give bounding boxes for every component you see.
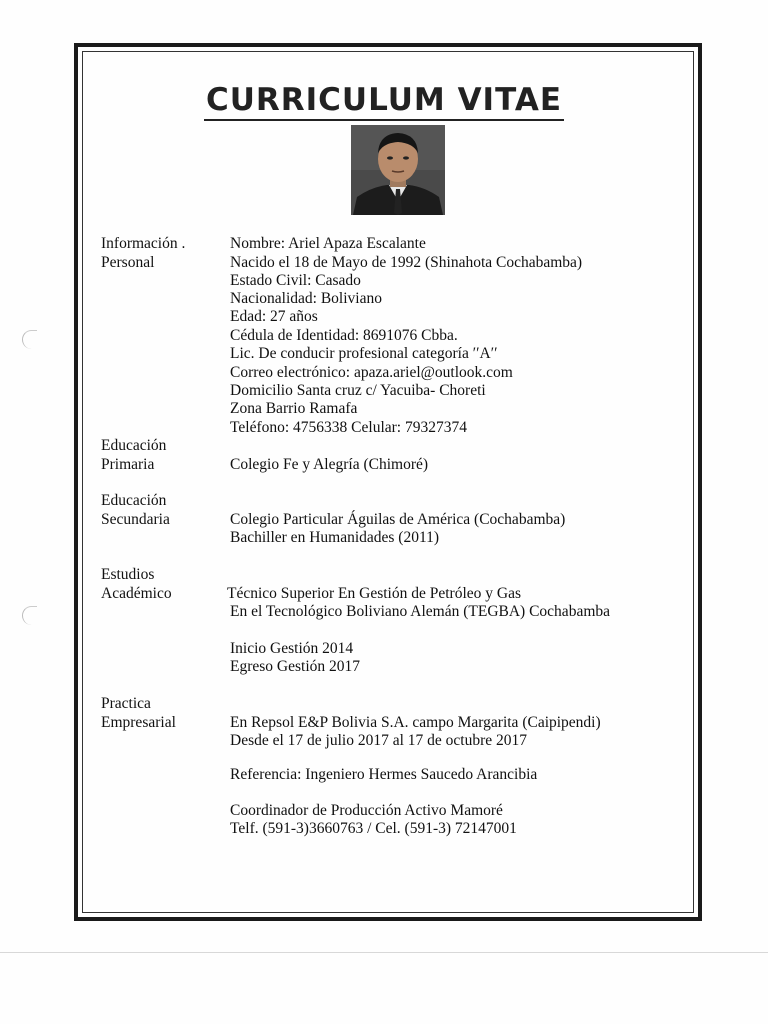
personal-line: Domicilio Santa cruz c/ Yacuiba- Choreti — [230, 382, 486, 399]
section-label: Estudios — [101, 566, 155, 583]
personal-line: Nacido el 18 de Mayo de 1992 (Shinahota Cochabamba) — [230, 254, 583, 271]
section-label: Secundaria — [101, 511, 170, 528]
estudios-line: Inicio Gestión 2014 — [230, 640, 354, 657]
estudios-line: En el Tecnológico Boliviano Alemán (TEGBA) Cochabamba — [230, 603, 611, 620]
section-label: Personal — [101, 254, 155, 271]
estudios-line: Técnico Superior En Gestión de Petróleo y Gas — [227, 585, 521, 602]
practica-line: Referencia: Ingeniero Hermes Saucedo Arancibia — [230, 766, 538, 783]
punch-hole-mark — [22, 606, 37, 625]
title-text: CURRICULUM VITAE — [204, 82, 564, 121]
punch-hole-mark — [22, 330, 37, 349]
practica-line: Coordinador de Producción Activo Mamoré — [230, 802, 503, 819]
personal-line: Edad: 27 años — [230, 308, 318, 325]
practica-line: Desde el 17 de julio 2017 al 17 de octubre 2017 — [230, 732, 528, 749]
estudios-line: Egreso Gestión 2017 — [230, 658, 361, 675]
section-label: Información . — [101, 235, 186, 252]
portrait-photo-icon — [351, 125, 445, 215]
practica-line: Telf. (591-3)3660763 / Cel. (591-3) 72147001 — [230, 820, 517, 837]
section-label: Primaria — [101, 456, 155, 473]
document-title — [0, 82, 768, 121]
personal-line: Teléfono: 4756338 Celular: 79327374 — [230, 419, 467, 436]
portrait-photo — [351, 125, 445, 215]
personal-line: Cédula de Identidad: 8691076 Cbba. — [230, 327, 458, 344]
personal-line: Nombre: Ariel Apaza Escalante — [230, 235, 426, 252]
personal-line: Lic. De conducir profesional categoría ′′A′′ — [230, 345, 498, 362]
personal-line: Estado Civil: Casado — [230, 272, 361, 289]
section-label: Empresarial — [101, 714, 176, 731]
secundaria-line: Bachiller en Humanidades (2011) — [230, 529, 440, 546]
section-label: Académico — [101, 585, 172, 602]
scan-edge-line — [0, 952, 768, 953]
personal-line: Correo electrónico: apaza.ariel@outlook.com — [230, 364, 513, 381]
section-label: Educación — [101, 492, 167, 509]
primaria-line: Colegio Fe y Alegría (Chimoré) — [230, 456, 429, 473]
section-label: Practica — [101, 695, 151, 712]
practica-line: En Repsol E&P Bolivia S.A. campo Margarita (Caipipendi) — [230, 714, 601, 731]
personal-line: Nacionalidad: Boliviano — [230, 290, 382, 307]
section-label: Educación — [101, 437, 167, 454]
personal-line: Zona Barrio Ramafa — [230, 400, 358, 417]
secundaria-line: Colegio Particular Águilas de América (Cochabamba) — [230, 511, 566, 528]
